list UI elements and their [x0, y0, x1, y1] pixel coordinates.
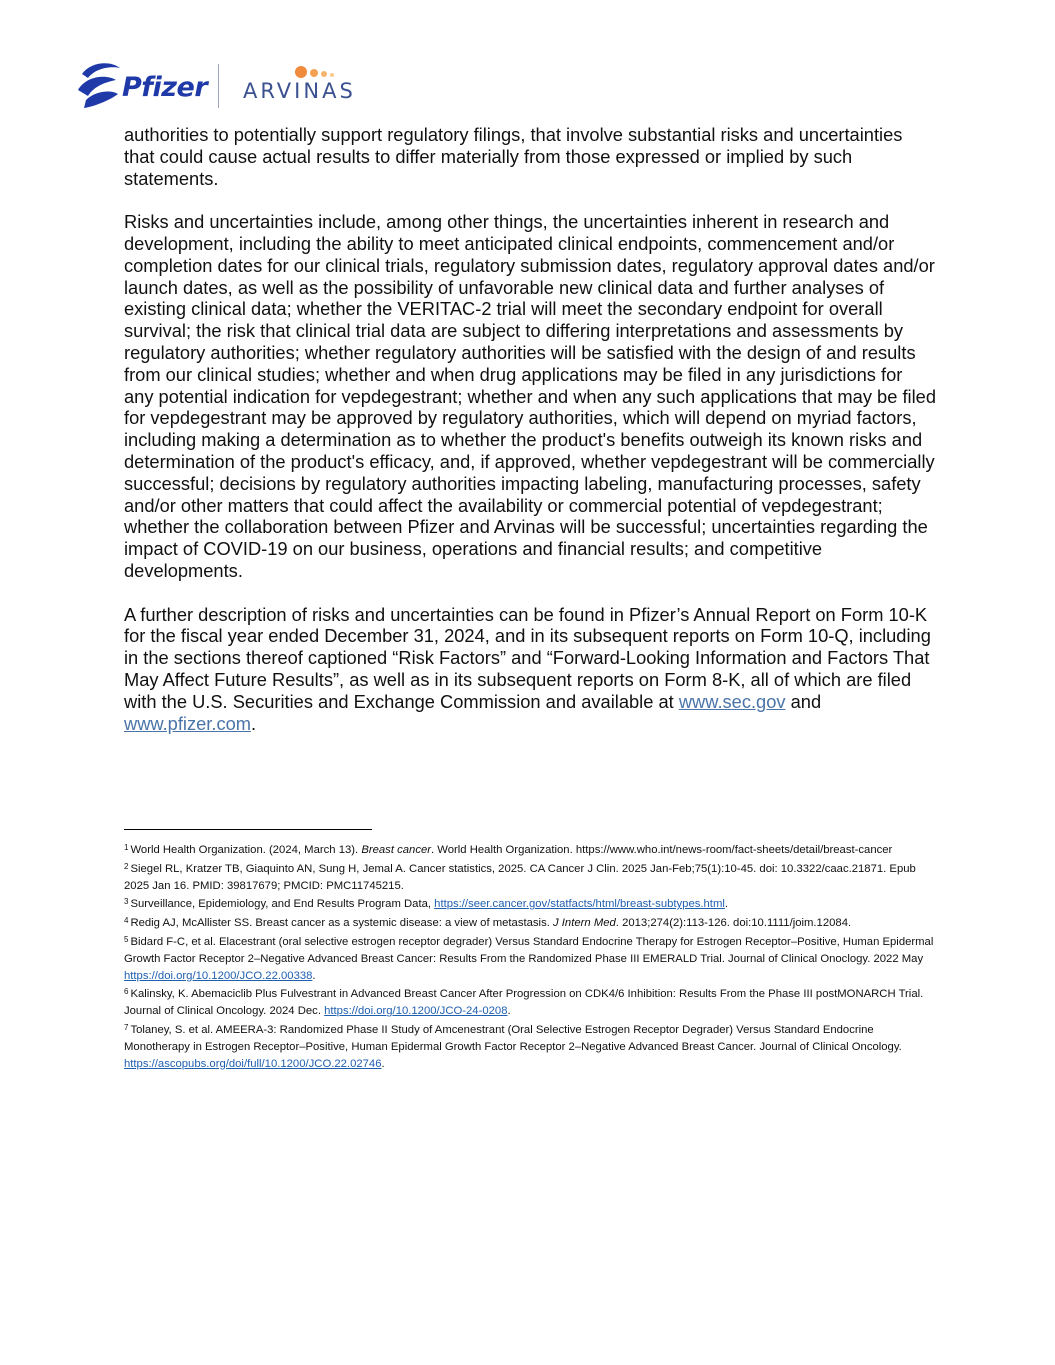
paragraph-3 [124, 604, 936, 735]
paragraph-1: authorities to potentially support regulatory filings, that involve substantial risks and uncertainties that could cause actual results to differ materially from those expressed or implied by such statements. [124, 124, 903, 189]
footnote-3-link[interactable]: https://seer.cancer.gov/statfacts/html/breast-subtypes.html [434, 898, 725, 911]
footnote-5: $^5$ Bidard F-C, et al. Elacestrant (oral selective estrogen receptor degrader) Versus Standard Endocrine Therapy for Estrogen Receptor–Positive, Human Epidermal Growth Factor Receptor 2–Negative Advanced Breast Cancer: Results From the Randomized Phase III EMERALD Trial. Journal of Clinical Onoclogy. 2022 May https://doi.org/10.1200/JCO.22.00338. [124, 934, 934, 982]
footnote-4: $^4$ Redig AJ, McAllister SS. Breast cancer as a systemic disease: a view of metastasis. J Intern Med. 2013;274(2):113-126. doi:10.1111/joim.12084. [124, 916, 852, 930]
paragraph-3-end: . [251, 712, 257, 734]
footnote-3: $^3$ Surveillance, Epidemiology, and End Results Program Data, https://seer.cancer.gov/statfacts/html/breast-subtypes.html. [124, 897, 729, 911]
pfizer-logo-text: Pfizer [122, 72, 208, 103]
footnotes [124, 840, 934, 1072]
arvinas-logo-text: ARVINAS [243, 79, 356, 103]
header-logo [76, 60, 376, 120]
footnote-6: $^6$ Kalinsky, K. Abemaciclib Plus Fulvestrant in Advanced Breast Cancer After Progression on CDK4/6 Inhibition: Results From the Phase III postMONARCH Trial. Journal of Clinical Oncology. 2024 Dec. https://doi.org/10.1200/JCO-24-0208. [124, 987, 924, 1018]
paragraph-2: Risks and uncertainties include, among other things, the uncertainties inherent in research and development, including the ability to meet anticipated clinical endpoints, commencement and/or completion dates for our clinical trials, regulatory submission dates, regulatory approval dates and/or launch dates, as well as the possibility of unfavorable new clinical data and further analyses of existing clinical data; whether the VERITAC-2 trial will meet the secondary endpoint for overall survival; the risk that clinical trial data are subject to differing interpretations and assessments by regulatory authorities; whether regulatory authorities will be satisfied with the design of and results from our clinical studies; whether and when drug applications may be filed in any jurisdictions for any potential indication for vepdegestrant; whether and when any such applications that may be filed for vepdegestrant may be approved by regulatory authorities, which will depend on myriad factors, including making a determination as to whether the product's benefits outweigh its known risks and determination of the product's efficacy, and, if approved, whether vepdegestrant will be commercially successful; decisions by regulatory authorities impacting labeling, manufacturing processes, safety and/or other matters that could affect the availability or commercial potential of vepdegestrant; whether the collaboration between Pfizer and Arvinas will be successful; uncertainties regarding the impact of COVID-19 on our business, operations and financial results; and competitive developments. [124, 211, 936, 581]
paragraph-3-text: A further description of risks and uncertainties can be found in Pfizer’s Annual Report on Form 10-K for the fiscal year ended December 31, 2024, and in its subsequent reports on Form 10-Q, including in the sections thereof captioned “Risk Factors” and “Forward-Looking Information and Factors That May Affect Future Results”, as well as in its subsequent reports on Form 8-K, all of which are filed with the U.S. Securities and Exchange Commission and available at [124, 603, 931, 712]
paragraph-3-and: and [790, 690, 822, 712]
logo-divider [218, 64, 219, 108]
pfizer-com-link[interactable]: www.pfizer.com [124, 712, 251, 734]
footnote-separator [124, 829, 372, 830]
body-text [124, 124, 936, 756]
footnote-6-link[interactable]: https://doi.org/10.1200/JCO-24-0208 [324, 1005, 508, 1018]
footnote-7: $^7$ Tolaney, S. et al. AMEERA-3: Randomized Phase II Study of Amcenestrant (Oral Selective Estrogen Receptor Degrader) Versus Standard Endocrine Monotherapy in Estrogen Receptor–Positive, Human Epidermal Growth Factor Receptor 2–Negative Advanced Breast Cancer. Journal of Clinical Oncology. https://ascopubs.org/doi/full/10.1200/JCO.22.02746. [124, 1022, 902, 1070]
sec-gov-link[interactable]: www.sec.gov [678, 690, 786, 712]
footnote-2: $^2$ Siegel RL, Kratzer TB, Giaquinto AN, Sung H, Jemal A. Cancer statistics, 2025. CA Cancer J Clin. 2025 Jan-Feb;75(1):10-45. doi: 10.3322/caac.21871. Epub 2025 Jan 16. PMID: 39817679; PMCID: PMC11745215. [124, 861, 916, 892]
footnote-5-link[interactable]: https://doi.org/10.1200/JCO.22.00338 [124, 969, 313, 982]
footnote-1: $^1$ World Health Organization. (2024, March 13). Breast cancer. World Health Organization. https://www.who.int/news-room/fact-sheets/detail/breast-cancer [124, 843, 893, 856]
footnote-7-link[interactable]: https://ascopubs.org/doi/full/10.1200/JCO.22.02746 [124, 1057, 382, 1070]
pfizer-logo-icon [76, 60, 122, 112]
